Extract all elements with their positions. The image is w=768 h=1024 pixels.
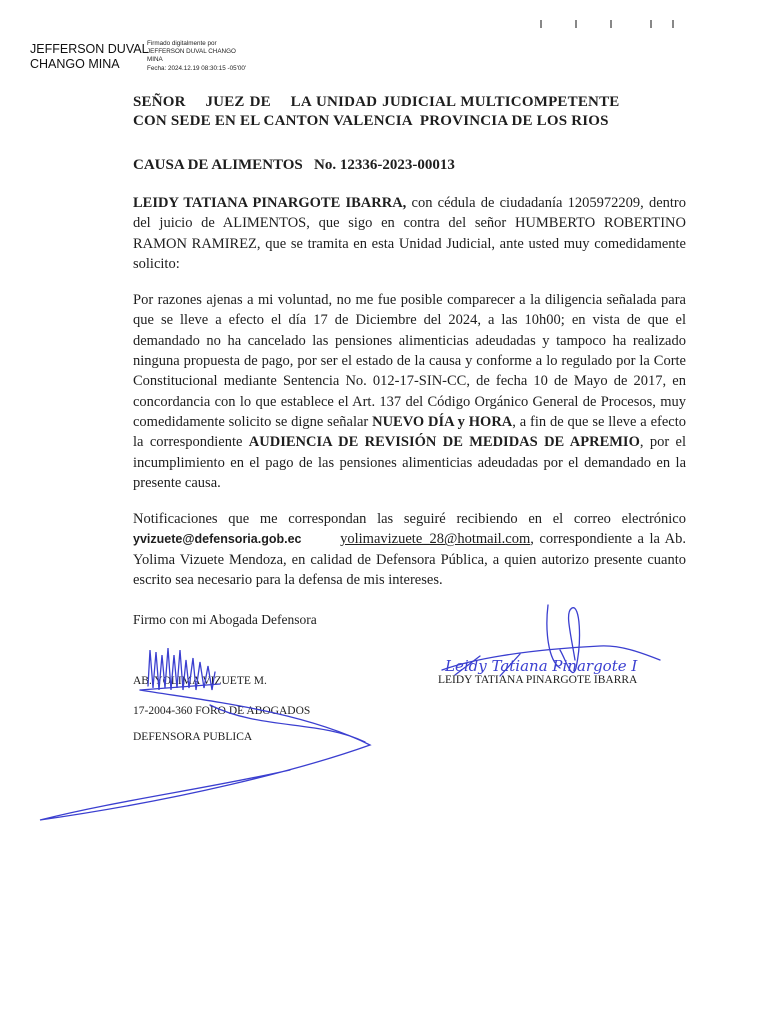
case-number: CAUSA DE ALIMENTOS No. 12336-2023-00013 — [133, 157, 455, 173]
paragraph-text: con cédula de ciudadanía 1205972209, dentro del juicio de ALIMENTOS, que sigo en contra del señor HUMBERTO ROBERTINO RAMON RAMIREZ, que se tramita en esta Unidad Judicial, ante usted muy comedidamente solicito: — [133, 195, 686, 272]
email-link[interactable]: yolimavizuete_28@hotmail.com — [340, 531, 531, 548]
lawyer-title: DEFENSORA PUBLICA — [133, 731, 253, 743]
client-handwritten-name: Leidy Tatiana Pinargote I — [445, 657, 638, 675]
plaintiff-name: LEIDY TATIANA PINARGOTE IBARRA, — [133, 195, 407, 211]
paragraph-text: , a fin de que se lleve a efecto la correspondiente — [133, 413, 686, 451]
closing-line: Firmo con mi Abogada Defensora — [133, 612, 317, 628]
signature-meta-line: MINA — [147, 56, 163, 64]
bold-phrase: NUEVO DÍA y HORA — [372, 413, 513, 430]
signature-meta-line: JEFFERSON DUVAL CHANGO — [147, 48, 236, 56]
scan-mark — [650, 20, 652, 28]
paragraph-text: , por el incumplimiento en el pago de las pensiones alimenticias adeudadas por el demandado en la presente causa. — [133, 434, 686, 491]
lawyer-name: AB. YOLIMA VIZUETE M. — [133, 675, 267, 687]
signature-date: Fecha: 2024.12.19 08:30:15 -05'00' — [147, 64, 247, 72]
bold-phrase: AUDIENCIA DE REVISIÓN DE MEDIDAS DE APREMIO — [248, 434, 640, 451]
document-body — [133, 93, 686, 631]
paragraph-text: Notificaciones que me correspondan las seguiré recibiendo en el correo electrónico — [133, 511, 686, 528]
lawyer-registration: 17-2004-360 FORO DE ABOGADOS — [133, 705, 311, 717]
signer-name: JEFFERSON DUVAL CHANGO MINA — [30, 42, 149, 71]
heading-line: CON SEDE EN EL CANTON VALENCIA PROVINCIA DE LOS RIOS — [133, 113, 609, 129]
scan-mark — [540, 20, 542, 28]
paragraph-notifications — [133, 509, 686, 590]
paragraph-text: , correspondiente a la Ab. Yolima Vizuete Mendoza, en calidad de Defensora Pública, a quien autorizo presente cuanto escrito sea necesario para la defensa de mis intereses. — [133, 531, 687, 589]
heading-line: SEÑOR JUEZ DE LA UNIDAD JUDICIAL MULTICOMPETENTE — [133, 94, 620, 110]
scan-mark — [672, 20, 674, 28]
client-name: LEIDY TATIANA PINARGOTE IBARRA — [438, 674, 638, 686]
paragraph-intro — [133, 193, 686, 274]
scan-mark — [575, 20, 577, 28]
signature-meta — [147, 40, 297, 73]
signature-meta-line: Firmado digitalmente por — [147, 40, 217, 47]
paragraph-text: Por razones ajenas a mi voluntad, no me fue posible comparecer a la diligencia señalada para que se lleve a efecto el día 17 de Diciembre del 2024, a las 10h00; en vista de que el demandado no ha cancelado las pensiones alimenticias adeudadas y tampoco ha realizado ninguna propuesta de pago, por ser el estado de la causa y conforme a lo regulado por la Corte Constitucional mediante Sentencia No. 012-17-SIN-CC, de fecha 10 de Mayo de 2017, en concordancia con lo que establece el Art. 137 del Código Orgánico General de Procesos, muy comedidamente solicito se digne señalar — [133, 292, 686, 430]
paragraph-request — [133, 290, 686, 493]
scan-mark — [610, 20, 612, 28]
email-link[interactable]: yvizuete@defensoria.gob.ec — [133, 532, 302, 547]
